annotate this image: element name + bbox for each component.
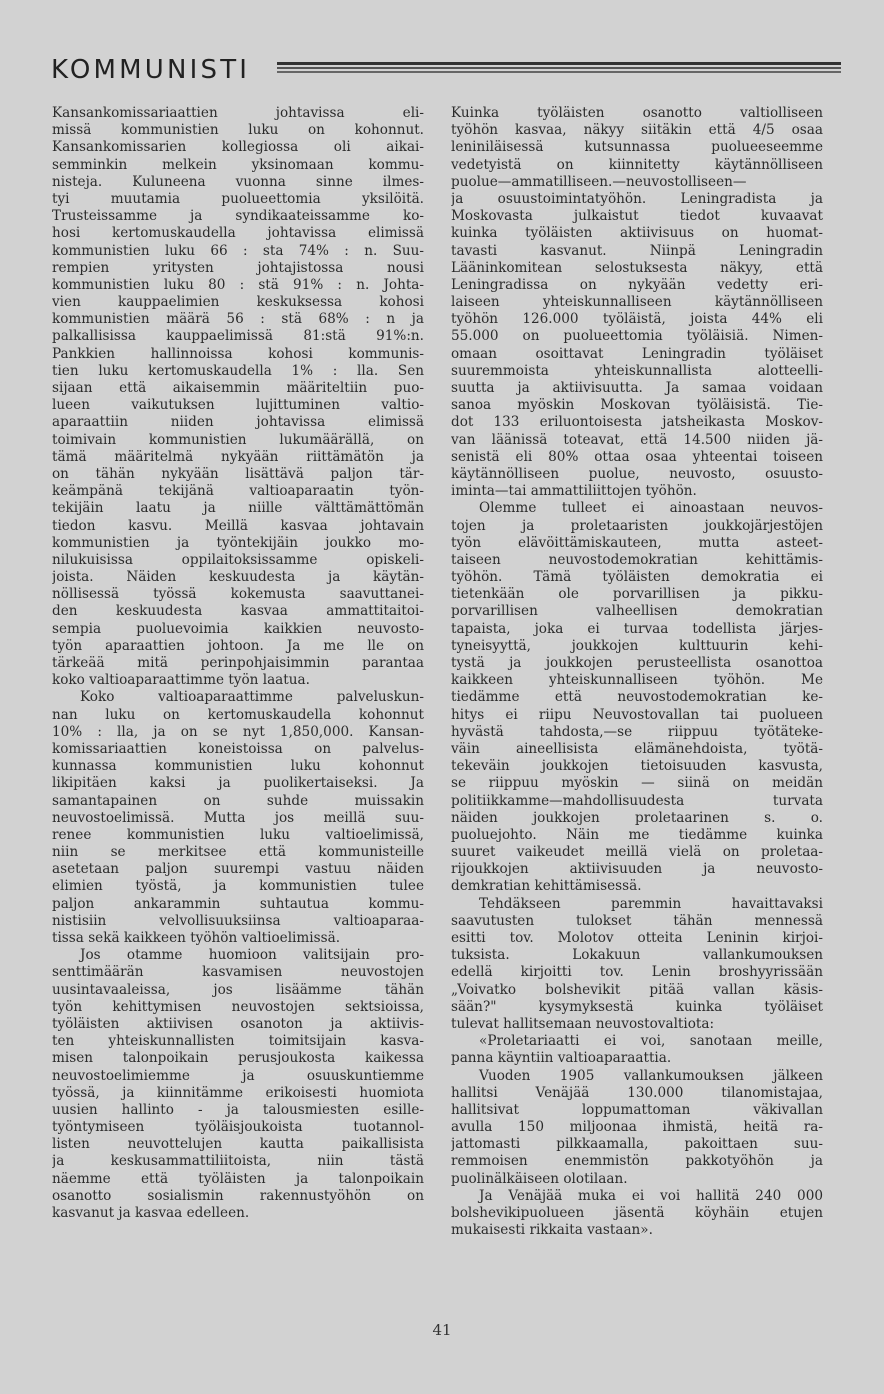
- text-line: van läänissä toteavat, että 14.500 niiden jä-: [451, 431, 823, 448]
- text-line: kunnassa kommunistien luku kohonnut: [52, 758, 424, 775]
- text-line: hosi kertomuskaudella johtavissa elimissä: [52, 225, 424, 242]
- text-line: hitys ei riipu Neuvostovallan tai puolueen: [451, 706, 823, 723]
- text-line: nistisiin velvollisuuksiinsa valtioaparaa-: [52, 912, 424, 929]
- text-line: Koko valtioaparaattimme palveluskun-: [80, 689, 424, 706]
- text-line: kuinka työläisten aktiivisuus on huomat-: [451, 225, 823, 242]
- text-line: remmoisen enemmistön pakkotyöhön ja: [451, 1153, 823, 1170]
- text-line: kommunistien luku 80 : stä 91% : n. Johta-: [52, 276, 424, 293]
- text-line: puoluejohto. Näin me tiedämme kuinka: [451, 826, 823, 843]
- text-line: tämä määritelmä nykyään riittämätön ja: [52, 448, 424, 465]
- text-line: suutta ja aktiivisuutta. Ja samaa voidaan: [451, 380, 823, 396]
- text-line: koko valtioaparaattimme työn laatua.: [52, 672, 310, 689]
- page-number: 41: [432, 1321, 452, 1339]
- header-rule: [277, 67, 841, 69]
- text-line: tissa sekä kaikkeen työhön valtioelimissä.: [52, 930, 341, 946]
- text-line: suuremmoista yhteiskunnallista alotteelli-: [451, 362, 823, 379]
- text-line: 10% : lla, ja on se nyt 1,850,000. Kansan-: [52, 723, 424, 740]
- text-line: kaikkeen yhteiskunnalliseen työhön. Me: [451, 672, 823, 689]
- text-line: tojen ja proletaaristen joukkojärjestöjen: [451, 517, 823, 534]
- text-line: neuvostoelimissä. Mutta jos meillä suu-: [52, 809, 424, 826]
- text-line: työssä, ja kiinnitämme erikoisesti huomiota: [52, 1084, 424, 1101]
- text-line: näiden joukkojen proletaarinen s. o.: [451, 809, 823, 826]
- text-line: kasvanut ja kasvaa edelleen.: [52, 1205, 250, 1221]
- text-line: sään?" kysymyksestä kuinka työläiset: [451, 998, 823, 1015]
- text-line: hyvästä tahdosta,—se riippuu työtäteke-: [451, 723, 823, 740]
- text-line: rempien yritysten johtajistossa nousi: [52, 259, 424, 276]
- text-line: tapaista, joka ei turvaa todellista järjes-: [451, 620, 823, 637]
- text-line: laiseen yhteiskunnalliseen käytännölliseen: [451, 294, 823, 311]
- text-line: Jos otamme huomioon valitsijain pro-: [80, 947, 424, 964]
- text-line: Leningradissa on nykyään vedetty eri-: [451, 276, 823, 293]
- text-line: jattomasti pilkkaamalla, pakoittaen suu-: [451, 1136, 823, 1153]
- text-line: esitti tov. Molotov otteita Leninin kirjoi-: [451, 930, 823, 946]
- text-line: nan luku on kertomuskaudella kohonnut: [52, 706, 424, 723]
- text-line: työhön 126.000 työläistä, joista 44% eli: [451, 311, 823, 328]
- text-line: paljon ankarammin suhtautua kommu-: [52, 895, 424, 912]
- text-line: nöllisessä työssä kokemusta saavuttanei-: [52, 586, 424, 603]
- text-line: politiikkamme—mahdollisuudesta turvata: [451, 792, 823, 809]
- text-line: Kansankomissarien kollegiossa oli aikai-: [52, 139, 424, 156]
- text-line: nisteja. Kuluneena vuonna sinne ilmes-: [52, 173, 424, 190]
- text-line: Vuoden 1905 vallankumouksen jälkeen: [479, 1067, 823, 1084]
- text-line: vedetyistä on kiinnitetty käytännölliseen: [451, 156, 823, 173]
- text-line: on tähän nykyään lisättävä paljon tär-: [52, 465, 424, 482]
- text-line: Ja Venäjää muka ei voi hallitä 240 000: [479, 1187, 823, 1204]
- text-line: avulla 150 miljoonaa ihmistä, heitä ra-: [451, 1119, 823, 1136]
- text-line: hallitsi Venäjää 130.000 tilanomistajaa,: [451, 1084, 823, 1101]
- text-line: dot 133 eriluontoisesta jatsheikasta Moskov-: [451, 414, 823, 431]
- text-line: osanotto sosialismin rakennustyöhön on: [52, 1187, 424, 1204]
- text-line: nilukuisissa oppilaitoksissamme opiskeli-: [52, 551, 424, 568]
- text-line: tiedämme että neuvostodemokratian ke-: [451, 689, 823, 706]
- text-line: Pankkien hallinnoissa kohosi kommunis-: [52, 345, 424, 362]
- text-line: demkratian kehittämisessä.: [451, 878, 642, 895]
- text-line: vien kauppaelimien keskuksessa kohosi: [52, 294, 424, 311]
- text-line: likipitäen kaksi ja puolikertaiseksi. Ja: [52, 775, 424, 792]
- text-line: työläisten aktiivisen osanoton ja aktiivis-: [52, 1015, 424, 1032]
- text-line: listen neuvottelujen kautta paikallisista: [52, 1136, 424, 1153]
- text-line: Tehdäkseen paremmin havaittavaksi: [479, 895, 823, 912]
- text-line: työn aparaattien johtoon. Ja me lle on: [52, 637, 424, 654]
- text-line: Lääninkomitean selostuksesta näkyy, että: [451, 259, 823, 276]
- text-line: bolshevikipuolueen jäsentä köyhäin etujen: [451, 1205, 823, 1221]
- text-line: ten yhteiskunnallisten toimitsijain kasva-: [52, 1033, 424, 1050]
- text-line: ja keskusammattiliitoista, niin tästä: [52, 1153, 424, 1170]
- text-line: senistä eli 80% ottaa osaa yhteentai toiseen: [451, 448, 823, 465]
- text-line: työn kehittymisen neuvostojen sektsioissa,: [52, 998, 424, 1015]
- page-title: KOMMUNISTI: [51, 55, 251, 85]
- text-line: työntymiseen työläisjoukoista tuotannol-: [52, 1119, 424, 1136]
- text-line: tuksista. Lokakuun vallankumouksen: [451, 947, 823, 964]
- text-line: keämpänä tekijänä valtioaparaatin työn-: [52, 483, 424, 500]
- text-line: panna käyntiin valtioaparaattia.: [451, 1050, 672, 1067]
- text-line: asetetaan paljon suurempi vastuu näiden: [52, 861, 424, 878]
- text-line: uusintavaaleissa, jos lisäämme tähän: [52, 981, 424, 998]
- header-rule: [277, 62, 841, 65]
- text-line: missä kommunistien luku on kohonnut.: [52, 122, 424, 139]
- text-line: porvarillisen valheellisen demokratian: [451, 603, 823, 620]
- text-line: samantapainen on suhde muissakin: [52, 792, 424, 809]
- text-line: senttimäärän kasvamisen neuvostojen: [52, 964, 424, 981]
- text-line: semminkin melkein yksinomaan kommu-: [52, 156, 424, 173]
- text-line: rijoukkojen aktiivisuuden ja neuvosto-: [451, 861, 823, 878]
- text-line: „Voivatko bolshevikit pitää vallan käsis-: [451, 981, 823, 998]
- page-header: [51, 52, 841, 92]
- text-line: Olemme tulleet ei ainoastaan neuvos-: [479, 500, 823, 517]
- text-line: työhön. Tämä työläisten demokratia ei: [451, 569, 823, 586]
- text-line: komissariaattien koneistoissa on palvelus-: [52, 740, 424, 757]
- text-line: 55.000 on puolueettomia työläisiä. Nimen-: [451, 328, 823, 345]
- text-line: kommunistien luku 66 : sta 74% : n. Suu-: [52, 242, 424, 259]
- text-line: tekijäin laatu ja niille välttämättömän: [52, 500, 424, 517]
- left-text-column: [52, 105, 424, 1222]
- header-rule: [277, 71, 841, 73]
- text-line: mukaisesti rikkaita vastaan».: [451, 1222, 653, 1239]
- text-line: tietenkään ole porvarillisen ja pikku-: [451, 586, 823, 603]
- text-line: näemme että työläisten ja talonpoikain: [52, 1170, 424, 1187]
- text-line: tyneisyyttä, joukkojen kulttuurin kehi-: [451, 637, 823, 654]
- text-line: renee kommunistien luku valtioelimissä,: [52, 826, 424, 843]
- text-line: sijaan että aikaisemmin määriteltiin puo-: [52, 380, 424, 396]
- text-line: tavasti kasvanut. Niinpä Leningradin: [451, 242, 823, 259]
- text-line: edellä kirjoitti tov. Lenin broshyyrissään: [451, 964, 823, 981]
- text-line: neuvostoelimiemme ja osuuskuntiemme: [52, 1067, 424, 1084]
- text-line: misen talonpoikain perusjoukosta kaikessa: [52, 1050, 424, 1067]
- text-line: tekeväin joukkojen tietoisuuden kasvusta,: [451, 758, 823, 775]
- text-line: tulevat hallitsemaan neuvostovaltiota:: [451, 1015, 715, 1032]
- text-line: iminta—tai ammattiliittojen työhön.: [451, 483, 697, 500]
- text-line: suuret vaikeudet meillä vielä on proletaa-: [451, 844, 823, 861]
- text-line: tiedon kasvu. Meillä kasvaa johtavain: [52, 517, 424, 534]
- right-text-column: [451, 105, 823, 1239]
- text-line: tyi muutamia puolueettomia yksilöitä.: [52, 190, 424, 207]
- text-line: puolinälkäiseen olotilaan.: [451, 1170, 628, 1187]
- text-line: tystä ja joukkojen perusteellista osanottoa: [451, 655, 823, 671]
- text-line: ja osuustoimintatyöhön. Leningradista ja: [451, 190, 823, 207]
- text-line: työhön kasvaa, näkyy siitäkin että 4/5 osaa: [451, 122, 823, 139]
- text-line: joista. Näiden keskuudesta ja käytän-: [52, 569, 424, 586]
- text-line: kommunistien määrä 56 : stä 68% : n ja: [52, 311, 424, 328]
- text-line: uusien hallinto - ja talousmiesten esille-: [52, 1101, 424, 1118]
- text-line: se riippuu myöskin — siinä on meidän: [451, 775, 823, 792]
- text-line: den keskuudesta kasvaa ammattitaitoi-: [52, 603, 424, 620]
- text-line: niin se merkitsee että kommunisteille: [52, 844, 424, 861]
- text-line: sanoa myöskin Moskovan työläisistä. Tie-: [451, 397, 823, 414]
- text-line: kommunistien ja työntekijäin joukko mo-: [52, 534, 424, 551]
- text-line: Kuinka työläisten osanotto valtiolliseen: [451, 105, 823, 121]
- text-line: saavutusten tulokset tähän mennessä: [451, 912, 823, 929]
- text-line: Moskovasta julkaistut tiedot kuvaavat: [451, 208, 823, 225]
- text-line: tärkeää mitä perinpohjaisimmin parantaa: [52, 655, 424, 671]
- text-line: Trusteissamme ja syndikaateissamme ko-: [52, 208, 424, 225]
- text-line: väin aineellisista elämänehdoista, työtä-: [451, 740, 823, 757]
- text-line: toimivain kommunistien lukumäärällä, on: [52, 431, 424, 448]
- text-line: elimien työstä, ja kommunistien tulee: [52, 878, 424, 895]
- text-line: omaan osoittavat Leningradin työläiset: [451, 345, 823, 362]
- text-line: sempia puoluevoimia kaikkien neuvosto-: [52, 620, 424, 637]
- text-line: puolue—ammatilliseen.—neuvostolliseen—: [451, 173, 747, 190]
- text-line: leniniläisessä kutsunnassa puolueeseemme: [451, 139, 823, 156]
- text-line: taiseen neuvostodemokratian kehittämis-: [451, 551, 823, 568]
- text-line: aparaattiin niiden johtavissa elimissä: [52, 414, 424, 431]
- text-line: käytännölliseen puolue, neuvosto, osuusto-: [451, 465, 823, 482]
- text-line: työn elävöittämiskauteen, mutta asteet-: [451, 534, 823, 551]
- text-line: hallitsivat loppumattoman väkivallan: [451, 1101, 823, 1118]
- text-line: «Proletariaatti ei voi, sanotaan meille,: [479, 1033, 823, 1050]
- text-line: palkallisissa kauppaelimissä 81:stä 91%:n.: [52, 328, 424, 345]
- text-line: tien luku kertomuskaudella 1% : lla. Sen: [52, 362, 424, 379]
- text-line: lueen vaikutuksen lujittuminen valtio-: [52, 397, 424, 414]
- text-line: Kansankomissariaattien johtavissa eli-: [52, 105, 424, 121]
